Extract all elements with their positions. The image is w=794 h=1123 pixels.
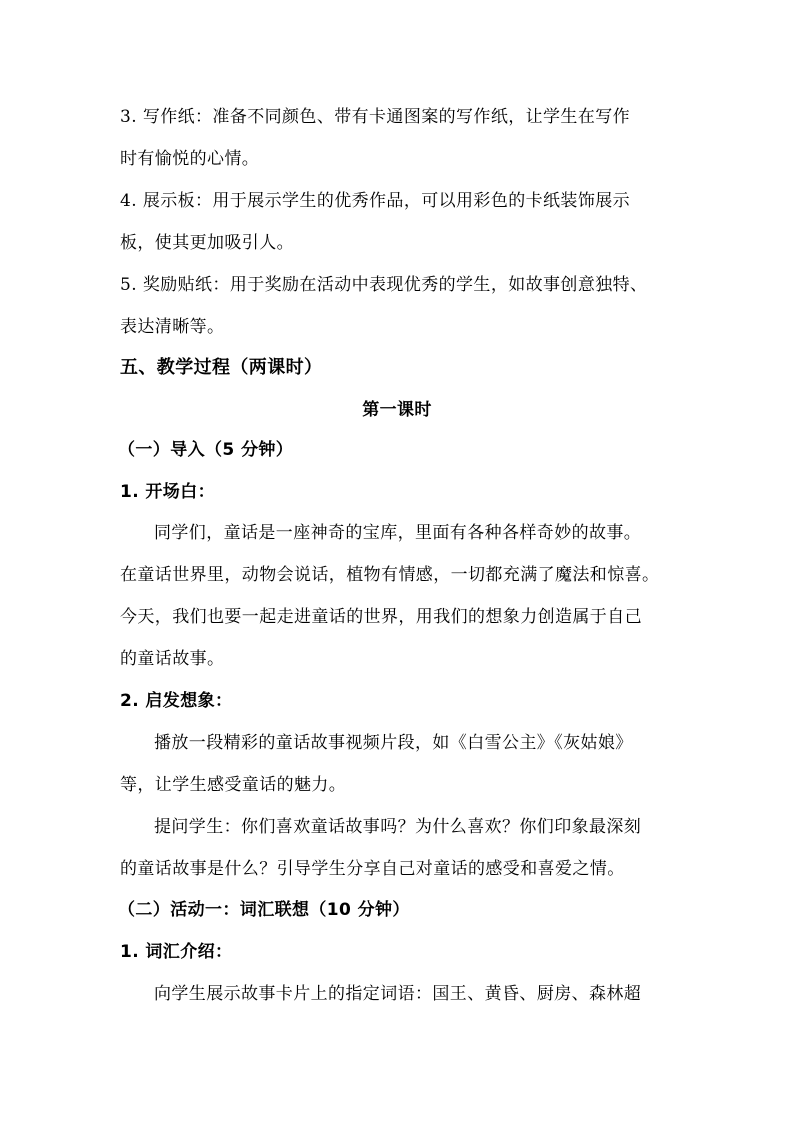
- section-title: 五、教学过程（两课时）: [120, 357, 323, 378]
- part-2-heading: （二）活动一：词汇联想（10 分钟）: [118, 900, 410, 920]
- part-1-step-1-paragraph-line-3: 今天，我们也要一起走进童话的世界，用我们的想象力创造属于自己: [120, 607, 642, 627]
- item-5-line-2: 表达清晰等。: [120, 317, 225, 337]
- part-1-step-2-heading: 2. 启发想象：: [120, 691, 233, 711]
- part-1-step-2-paragraph-line-1: 播放一段精彩的童话故事视频片段，如《白雪公主》《灰姑娘》: [154, 733, 633, 753]
- part-1-step-1-heading: 1. 开场白：: [120, 482, 216, 502]
- part-2-step-1-paragraph-line-1: 向学生展示故事卡片上的指定词语：国王、黄昏、厨房、森林超: [154, 984, 642, 1004]
- part-1-step-2-paragraph-line-2: 等，让学生感受童话的魅力。: [120, 775, 347, 795]
- item-3-line-2: 时有愉悦的心情。: [120, 149, 260, 169]
- part-1-heading: （一）导入（5 分钟）: [118, 440, 294, 460]
- part-1-step-1-paragraph-line-2: 在童话世界里，动物会说话，植物有情感，一切都充满了魔法和惊喜。: [120, 565, 660, 585]
- lesson-title: 第一课时: [362, 400, 432, 420]
- part-1-step-2-paragraph-line-4: 的童话故事是什么？引导学生分享自己对童话的感受和喜爱之情。: [120, 859, 625, 879]
- item-3-line-1: 3. 写作纸：准备不同颜色、带有卡通图案的写作纸，让学生在写作: [120, 107, 631, 127]
- part-2-step-1-heading: 1. 词汇介绍：: [120, 942, 233, 962]
- item-4-line-1: 4. 展示板：用于展示学生的优秀作品，可以用彩色的卡纸装饰展示: [120, 191, 631, 211]
- part-1-step-1-paragraph-line-1: 同学们，童话是一座神奇的宝库，里面有各种各样奇妙的故事。: [154, 523, 642, 543]
- part-1-step-1-paragraph-line-4: 的童话故事。: [120, 649, 225, 669]
- item-5-line-1: 5. 奖励贴纸：用于奖励在活动中表现优秀的学生，如故事创意独特、: [120, 275, 648, 295]
- item-4-line-2: 板，使其更加吸引人。: [120, 233, 294, 253]
- part-1-step-2-paragraph-line-3: 提问学生：你们喜欢童话故事吗？为什么喜欢？你们印象最深刻: [154, 817, 642, 837]
